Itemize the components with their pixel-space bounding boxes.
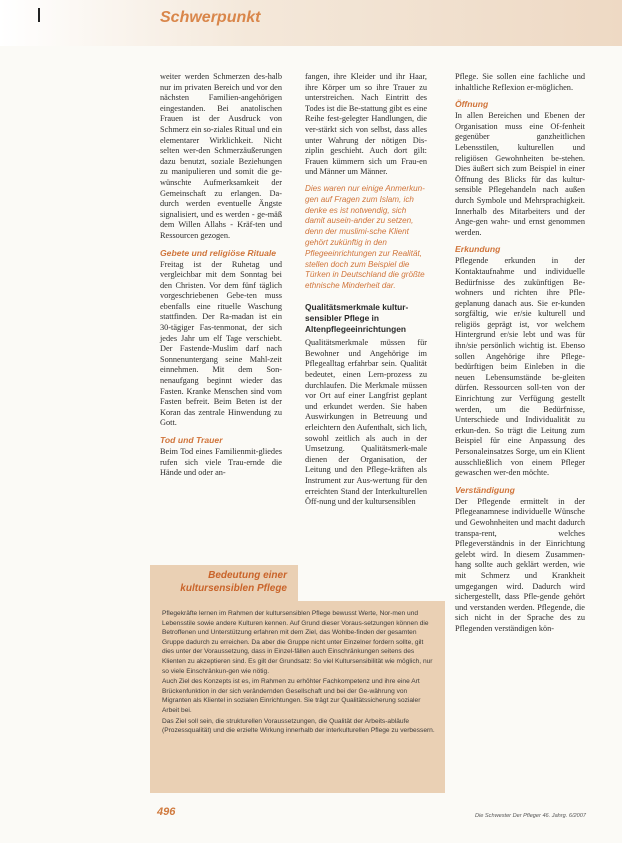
- paragraph-oeffnung: In allen Bereichen und Ebenen der Organisation muss eine Of-fenheit gegenüber ganzheitlichen Lebensstilen, kulturellen und religiösen Gewohnheiten be-stehen. Dies äußert sich zum Beispiel in einer Öffnung des Blicks für das kultur-sensible Pflegehandeln nach außen durch Symbole und Mehrsprachigkeit. Innerhalb des Mitarbeiters und der Ange-gen wahr- und ernst genommen werden.: [455, 111, 585, 237]
- info-box-paragraph: Auch Ziel des Konzepts ist es, im Rahmen zu erhöhter Fachkompetenz und ihre eine Art Brückenfunktion in der sich verändernden Gesellschaft und bei der Ge-währung von Migranten als Klientel in sozialen Einrichtungen. Sie trägt zur Qualitätssicherung sozialer Arbeit bei.: [162, 678, 421, 714]
- pull-quote: Dies waren nur einige Anmerkun-gen auf Fragen zum Islam, ich denke es ist notwendig, sich damit ausein-ander zu setzen, denn der muslimi-sche Klient gehört zukünftig in den Pflegeeinrichtungen zur Realität, stellen doch zum Beispiel die Türken in Deutschland die größte ethnische Minderheit dar.: [305, 183, 425, 291]
- column-3-intro: Pflege. Sie sollen eine fachliche und inhaltliche Reflexion er-möglichen.: [455, 72, 585, 92]
- column-1: [160, 72, 282, 485]
- info-box-paragraph: Pflegekräfte lernen im Rahmen der kultursensiblen Pflege bewusst Werte, Nor-men und Lebensstile sowie andere Kulturen kennen. Auf Grund dieser Voraus-setzungen können die Betroffenen und Unterstützung erfahren mit dem Ziel, das Wohlbe-finden der gesamten Gruppe dadurch zu erreichen. Da aber die Gruppe nicht unter Einzelner fordern sollte, gilt dies unter der Voraussetzung, dass in Einzel-fällen auch Einschränkungen seitens des Klienten zu akzeptieren sind. Es gilt der Grundsatz: So viel Kultursensibilität wie möglich, nur so viele Einschränkun-gen wie nötig.: [162, 610, 433, 675]
- paragraph-tod-und-trauer: Beim Tod eines Familienmit-gliedes rufen sich viele Trau-ernde die Hände und oder an-: [160, 447, 282, 478]
- info-box-text: [162, 609, 436, 737]
- corner-mark: [38, 8, 40, 22]
- source-line: Die Schwester Der Pfleger 46. Jahrg. 6/2007: [474, 813, 586, 819]
- column-2: [305, 72, 427, 514]
- column-3: [455, 72, 585, 641]
- info-box-title: Bedeutung einer kultursensiblen Pflege: [180, 570, 287, 594]
- paragraph-qualitaetsmerkmale: Qualitätsmerkmale müssen für Bewohner und Angehörige im Pflegealltag erfahrbar sein. Qualität bedeutet, einen Lern-prozess zu durchlaufen. Die Merkmale müssen vor Ort auf einer Langfrist geplant und erkundet werden. Sie haben Auswirkungen in Betreuung und erleichtern den Aufenthalt, sich lich, sowohl zeitlich als auch in der Umsetzung. Qualitätsmerk-male dienen der Organisation, der Leitung und den Pflege-kräften als Instrument zur Aus-wertung für den erreichten Stand der Interkulturellen Öff-nung und der kultursensiblen: [305, 338, 427, 507]
- heading-qualitaetsmerkmale: Qualitätsmerkmale kultur-sensibler Pflege in Altenpflegeeinrichtungen: [305, 301, 409, 334]
- heading-verstaendigung: Verständigung: [455, 484, 515, 495]
- heading-gebete: Gebete und religiöse Rituale: [160, 247, 277, 258]
- heading-oeffnung: Öffnung: [455, 99, 489, 110]
- heading-erkundung: Erkundung: [455, 244, 501, 255]
- paragraph-verstaendigung: Der Pflegende ermittelt in der Pflegeanamnese individuelle Wünsche und Gewohnheiten und macht dadurch transpa-rent, welches Pflegeverständnis in der Einrichtung gelebt wird. In diesem Zusammen-hang sollte auch geklärt werden, wie mit Schmerz und Krankheit umgegangen wird. Dadurch wird sichergestellt, dass Pfle-gende gehört und verstanden werden. Pflegende, die sich nicht in der Sprache des zu Pflegenden verständigen kön-: [455, 496, 585, 633]
- header-band: [0, 0, 622, 46]
- column-2-intro: fangen, ihre Kleider und ihr Haar, ihre Körper um so ihre Trauer zu unterstreichen. Nach Eintritt des Todes ist die Be-stattung gibt es eine Reihe fest-gelegter Handlungen, die ver-stärkt sich von selbst, dass alles unter Wahrung der nötigen Dis-ziplin geschieht. Auch dort gilt: Frauen kümmern sich um Frau-en und Männer um Männer.: [305, 72, 428, 177]
- paragraph-gebete: Freitag ist der Ruhetag und vergleichbar mit dem Sonntag bei den Christen. Vor dem fünf täglich vorgeschriebenen Gebe-ten muss ebenfalls eine rituelle Waschung stattfinden. Der Ra-madan ist ein 30-tägiger Fas-tenmonat, der sich jedes Jahr um elf Tage verschiebt. Der Fastende-Muslim darf nach Sonnenuntergang seine Mahl-zeit einnehmen. Mit dem Son-nenaufgang beginnt wieder das Fasten. Kranke Menschen sind vom Fasten befreit. Beim Beten ist der Koran das zentrale Hinwendung zu Gott.: [160, 259, 282, 428]
- column-1-intro: weiter werden Schmerzen des-halb nur im privaten Bereich und vor den nächsten Familien-angehörigen eingestanden. Bei anatolischen Frauen ist der Ausdruck von Schmerz ein so-ziales Ritual und ein elementarer Wirklichkeit. Nicht selten wer-den Schmerzäußerungen dazu benutzt, soziale Beziehungen zu manipulieren und somit die ge-wünschte Aufmerksamkeit der Gemeinschaft zu erlangen. Da-durch werden eventuelle Ängste signalisiert, und es werden - ge-mäß dem Willen Allahs - Kräf-ten und Ressourcen gezogen.: [160, 72, 282, 240]
- heading-tod-und-trauer: Tod und Trauer: [160, 435, 223, 445]
- paragraph-erkundung: Pflegende erkunden in der Kontaktaufnahme und individuelle Bedürfnisse des zukünftigen Be-wohners und richten ihre Pfle-geplanung danach aus. Sie er-kunden sorgfältig, wie er/sie kulturell und religiös geprägt ist, vor welchem Hintergrund er/sie lebt und was für ihn/sie persönlich wichtig ist. Ebenso sollen Angehörige ihre Pflege-bedürftigen beim Einleben in die neuen Lebensumstände be-gleiten dürfen. Ressourcen soll-ten von der Einrichtung zur Verfügung gestellt werden, um die Bedürfnisse, Unterschiede und Individualität zu erkun-den. So trägt die Leitung zum Beispiel für eine Anpassung des Personaleinsatzes Sorge, um ein Klient ausschließlich von einem Pfleger gewaschen wer-den möchte.: [455, 256, 585, 478]
- section-title: Schwerpunkt: [160, 9, 261, 26]
- page-number: 496: [157, 806, 176, 818]
- info-box-paragraph: Das Ziel soll sein, die strukturellen Voraussetzungen, die Qualität der Arbeits-abläufe (Prozessqualität) und die erzielte Wirkung innerhalb der interkulturellen Pflege zu verbessern.: [162, 717, 435, 735]
